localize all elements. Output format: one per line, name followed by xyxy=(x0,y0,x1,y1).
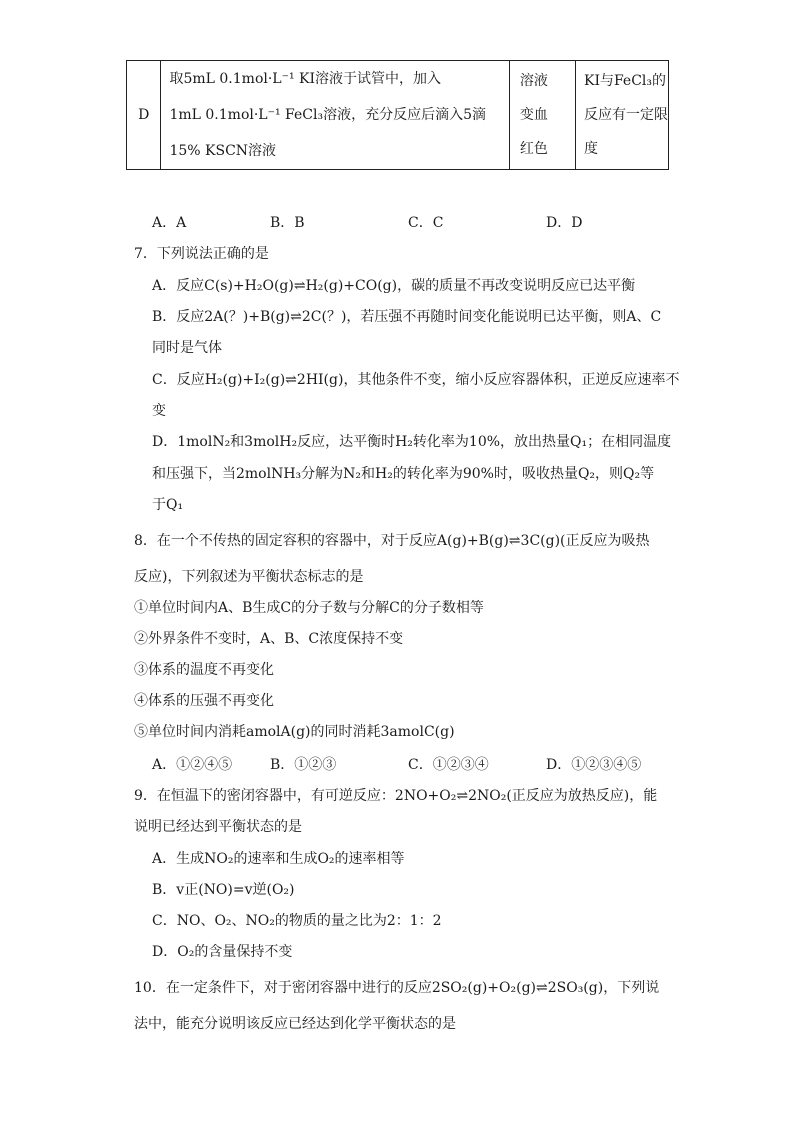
procedure-line: 取5mL 0.1mol·L⁻¹ KI溶液于试管中，加入 xyxy=(169,71,442,87)
q8-options xyxy=(152,755,672,775)
q7-option-c-cont: 变 xyxy=(152,403,166,419)
q9-option-c: C．NO、O₂、NO₂的物质的量之比为2：1：2 xyxy=(152,913,442,929)
q8-item-3: ③体系的温度不再变化 xyxy=(134,662,274,678)
procedure-line: 1mL 0.1mol·L⁻¹ FeCl₃溶液，充分反应后滴入5滴 xyxy=(169,107,486,123)
option-b: B．B xyxy=(270,215,305,231)
conclusion-line: KI与FeCl₃的 xyxy=(584,73,667,89)
q9-option-d: D．O₂的含量保持不变 xyxy=(152,944,293,960)
option-c: C．C xyxy=(408,215,444,231)
option-c: C．①②③④ xyxy=(408,757,489,773)
q9-option-b: B．v正(NO)=v逆(O₂) xyxy=(152,882,295,898)
conclusion-line: 度 xyxy=(584,141,598,157)
procedure-line: 15% KSCN溶液 xyxy=(169,143,277,159)
option-d: D．①②③④⑤ xyxy=(546,757,642,773)
q8-item-4: ④体系的压强不再变化 xyxy=(134,693,274,709)
q8-item-2: ②外界条件不变时，A、B、C浓度保持不变 xyxy=(134,631,404,647)
conclusion-cell xyxy=(576,61,669,170)
table-row xyxy=(127,61,669,170)
option-b: B．①②③ xyxy=(270,757,337,773)
q9-stem: 9．在恒温下的密闭容器中，有可逆反应：2NO+O₂⇌2NO₂(正反应为放热反应)，能 xyxy=(134,788,658,804)
observation-line: 溶液 xyxy=(519,73,548,89)
procedure-cell xyxy=(161,61,509,170)
q10-stem: 10．在一定条件下，对于密闭容器中进行的反应2SO₂(g)+O₂(g)⇌2SO₃(g)，下列说 xyxy=(134,980,660,996)
q7-option-d-cont: 和压强下，当2molNH₃分解为N₂和H₂的转化率为90%时，吸收热量Q₂，则Q₂等 xyxy=(152,466,655,482)
q9-option-a: A．生成NO₂的速率和生成O₂的速率相等 xyxy=(152,851,405,867)
q7-option-c: C．反应H₂(g)+I₂(g)⇌2HI(g)，其他条件不变，缩小反应容器体积，正逆反应速率不 xyxy=(152,372,680,388)
option-a: A．①②④⑤ xyxy=(152,757,233,773)
row-label: D xyxy=(127,61,161,170)
q10-stem-cont: 法中，能充分说明该反应已经达到化学平衡状态的是 xyxy=(134,1016,456,1032)
q7-stem: 7．下列说法正确的是 xyxy=(134,246,269,262)
conclusion-line: 反应有一定限 xyxy=(584,107,668,123)
q7-option-b: B．反应2A(？)+B(g)⇌2C(？)，若压强不再随时间变化能说明已达平衡，则A、C xyxy=(152,309,662,325)
option-a: A．A xyxy=(152,215,187,231)
q7-option-d: D．1molN₂和3molH₂反应，达平衡时H₂转化率为10%，放出热量Q₁；在相同温度 xyxy=(152,434,672,450)
q7-option-b-cont: 同时是气体 xyxy=(152,340,222,356)
observation-line: 变血 xyxy=(519,107,548,123)
q8-item-1: ①单位时间内A、B生成C的分子数与分解C的分子数相等 xyxy=(134,600,484,616)
q8-item-5: ⑤单位时间内消耗amolA(g)的同时消耗3amolC(g) xyxy=(134,724,455,740)
experiment-table xyxy=(126,60,669,170)
observation-line: 红色 xyxy=(519,141,548,157)
q9-stem-cont: 说明已经达到平衡状态的是 xyxy=(134,819,302,835)
observation-cell xyxy=(509,61,575,170)
q8-stem: 8．在一个不传热的固定容积的容器中，对于反应A(g)+B(g)⇌3C(g)(正反应为吸热 xyxy=(134,533,650,549)
q6-options xyxy=(152,213,672,233)
q8-stem-cont: 反应)，下列叙述为平衡状态标志的是 xyxy=(134,569,364,585)
option-d: D．D xyxy=(546,215,583,231)
q7-option-d-cont2: 于Q₁ xyxy=(152,497,184,513)
q7-option-a: A．反应C(s)+H₂O(g)⇌H₂(g)+CO(g)，碳的质量不再改变说明反应已达平衡 xyxy=(152,278,636,294)
